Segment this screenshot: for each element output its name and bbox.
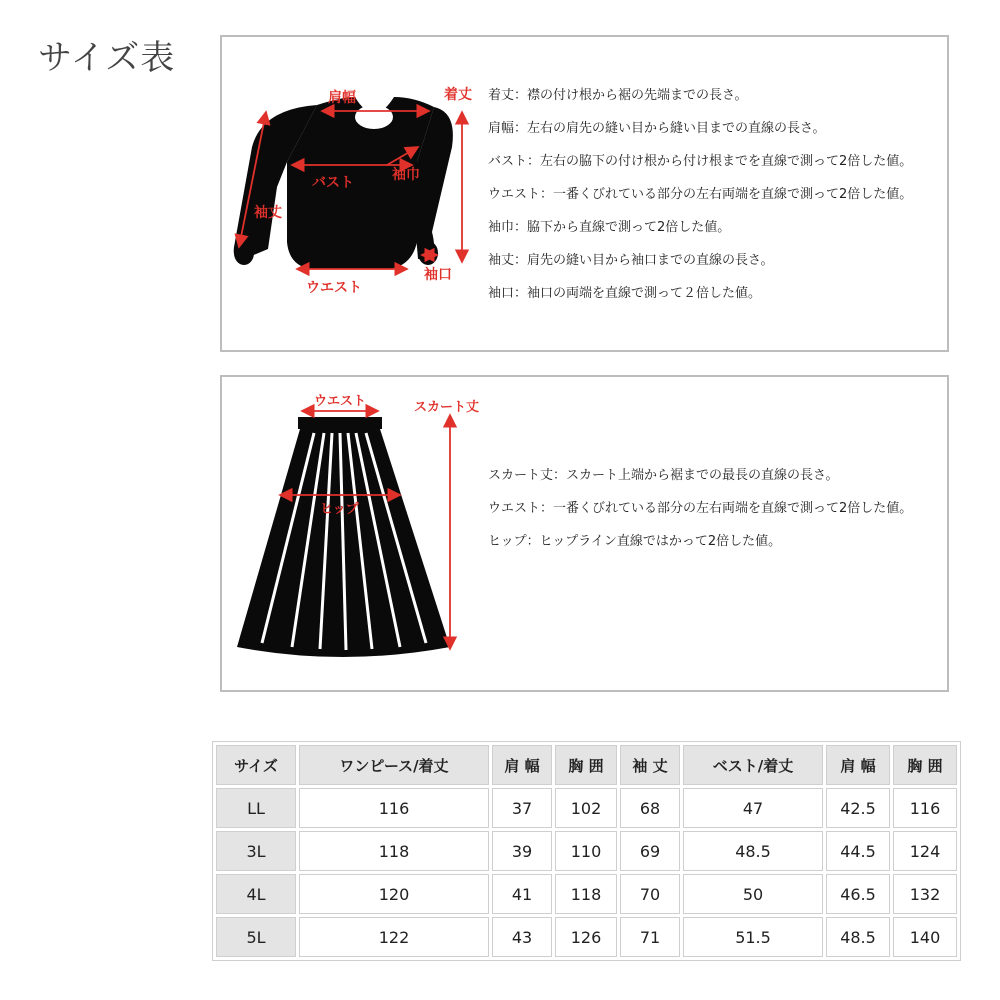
top-garment-panel bbox=[220, 35, 949, 352]
table-cell: 42.5 bbox=[826, 788, 890, 828]
size-table bbox=[212, 741, 961, 961]
top-descriptions bbox=[488, 79, 912, 310]
table-cell: 47 bbox=[683, 788, 823, 828]
label-bust: バスト bbox=[312, 175, 354, 191]
label-waist: ウエスト bbox=[314, 394, 367, 409]
desc-line: ヒップ：ヒップライン直線ではかって2倍した値。 bbox=[488, 534, 782, 549]
table-cell: 51.5 bbox=[683, 917, 823, 957]
label-sleeve-length: 袖丈 bbox=[254, 205, 282, 221]
desc-line: バスト：左右の脇下の付け根から付け根までを直線で測って2倍した値。 bbox=[488, 154, 913, 169]
cell-size: 3L bbox=[216, 831, 296, 871]
desc-line: 袖巾：脇下から直線で測って2倍した値。 bbox=[488, 220, 731, 235]
table-row bbox=[216, 831, 957, 871]
table-cell: 118 bbox=[555, 874, 617, 914]
table-cell: 116 bbox=[299, 788, 489, 828]
table-row bbox=[216, 874, 957, 914]
bottom-garment-panel bbox=[220, 375, 949, 692]
table-cell: 48.5 bbox=[826, 917, 890, 957]
desc-line: 袖丈：肩先の縫い目から袖口までの直線の長さ。 bbox=[488, 253, 774, 268]
header-onepiece-length: ワンピース/着丈 bbox=[299, 745, 489, 785]
table-cell: 120 bbox=[299, 874, 489, 914]
skirt-silhouette bbox=[237, 417, 450, 657]
table-cell: 110 bbox=[555, 831, 617, 871]
table-cell: 50 bbox=[683, 874, 823, 914]
desc-line: 袖口：袖口の両端を直線で測って２倍した値。 bbox=[488, 286, 762, 301]
table-cell: 126 bbox=[555, 917, 617, 957]
table-cell: 140 bbox=[893, 917, 957, 957]
table-cell: 116 bbox=[893, 788, 957, 828]
desc-line: 着丈：襟の付け根から裾の先端までの長さ。 bbox=[488, 88, 748, 103]
desc-line: スカート丈：スカート上端から裾までの最長の直線の長さ。 bbox=[488, 468, 839, 483]
table-cell: 132 bbox=[893, 874, 957, 914]
label-length: 着丈 bbox=[444, 87, 472, 103]
label-skirt-length: スカート丈 bbox=[414, 400, 480, 415]
table-cell: 46.5 bbox=[826, 874, 890, 914]
table-cell: 43 bbox=[492, 917, 552, 957]
table-cell: 69 bbox=[620, 831, 680, 871]
table-row bbox=[216, 917, 957, 957]
table-cell: 41 bbox=[492, 874, 552, 914]
label-hip: ヒップ bbox=[320, 502, 359, 517]
label-waist: ウエスト bbox=[306, 280, 362, 296]
desc-line: 肩幅：左右の肩先の縫い目から縫い目までの直線の長さ。 bbox=[488, 121, 826, 136]
cell-size: 4L bbox=[216, 874, 296, 914]
cell-size: 5L bbox=[216, 917, 296, 957]
label-cuff: 袖口 bbox=[424, 267, 452, 283]
table-header-row bbox=[216, 745, 957, 785]
table-cell: 118 bbox=[299, 831, 489, 871]
page-title: サイズ表 bbox=[38, 38, 176, 78]
table-cell: 68 bbox=[620, 788, 680, 828]
table-cell: 124 bbox=[893, 831, 957, 871]
header-shoulder: 肩 幅 bbox=[492, 745, 552, 785]
table-cell: 39 bbox=[492, 831, 552, 871]
header-sleeve: 袖 丈 bbox=[620, 745, 680, 785]
header-vest-shoulder: 肩 幅 bbox=[826, 745, 890, 785]
label-sleeve-width: 袖巾 bbox=[392, 167, 420, 183]
header-vest-chest: 胸 囲 bbox=[893, 745, 957, 785]
table-cell: 44.5 bbox=[826, 831, 890, 871]
table-row bbox=[216, 788, 957, 828]
desc-line: ウエスト：一番くびれている部分の左右両端を直線で測って2倍した値。 bbox=[488, 187, 913, 202]
header-chest: 胸 囲 bbox=[555, 745, 617, 785]
header-vest-length: ベスト/着丈 bbox=[683, 745, 823, 785]
table-cell: 71 bbox=[620, 917, 680, 957]
cell-size: LL bbox=[216, 788, 296, 828]
table-cell: 37 bbox=[492, 788, 552, 828]
label-shoulder: 肩幅 bbox=[328, 90, 356, 106]
desc-line: ウエスト：一番くびれている部分の左右両端を直線で測って2倍した値。 bbox=[488, 501, 913, 516]
table-cell: 102 bbox=[555, 788, 617, 828]
header-size: サイズ bbox=[216, 745, 296, 785]
table-cell: 122 bbox=[299, 917, 489, 957]
table-cell: 70 bbox=[620, 874, 680, 914]
bottom-descriptions bbox=[488, 459, 912, 558]
table-cell: 48.5 bbox=[683, 831, 823, 871]
